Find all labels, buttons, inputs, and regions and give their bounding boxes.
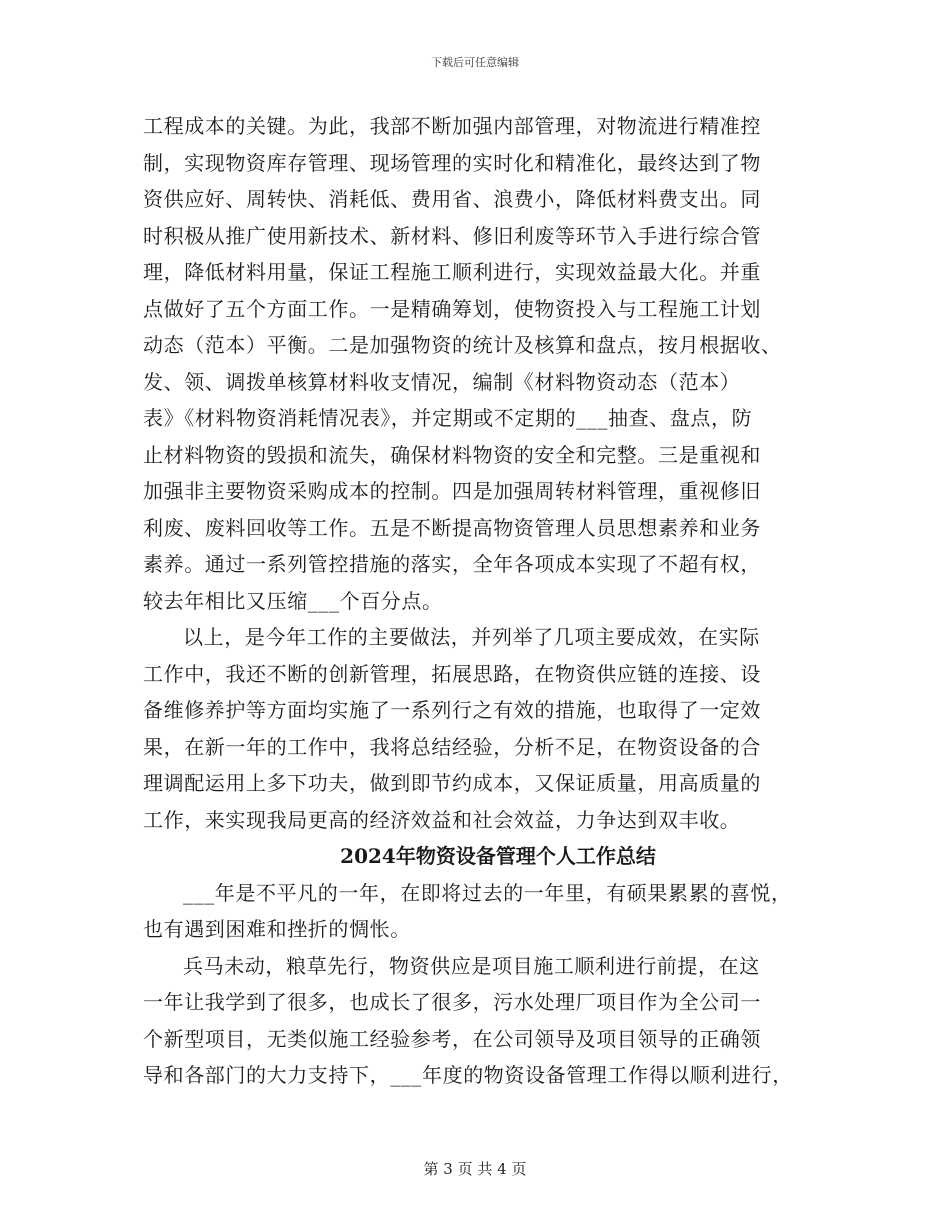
text-line: 理调配运用上多下功夫，做到即节约成本，又保证质量，用高质量的 [143, 771, 761, 795]
text-line: ___年是不平凡的一年，在即将过去的一年里，有硕果累累的喜悦， [183, 880, 792, 905]
document-body [143, 108, 823, 1094]
text-line: 工程成本的关键。为此，我部不断加强内部管理，对物流进行精准控 [143, 114, 761, 138]
page-header-note: 下载后可任意编辑 [431, 56, 519, 69]
text-line: 动态（范本）平衡。二是加强物资的统计及核算和盘点，按月根据收、 [143, 333, 782, 357]
text-line: 工作中，我还不断的创新管理，拓展思路，在物资供应链的连接、设 [143, 661, 761, 686]
text-line: 果，在新一年的工作中，我将总结经验，分析不足，在物资设备的合 [143, 734, 761, 759]
text-line: 资供应好、周转快、消耗低、费用省、浪费小，降低材料费支出。同 [143, 187, 761, 211]
text-line: 工作，来实现我局更高的经济效益和社会效益，力争达到双丰收。 [143, 807, 741, 832]
text-line: 较去年相比又压缩___个百分点。 [143, 588, 443, 613]
paragraph-4 [143, 948, 823, 1094]
text-line: 表》《材料物资消耗情况表》，并定期或不定期的___抽查、盘点，防 [143, 406, 753, 430]
text-line: 点做好了五个方面工作。一是精确筹划，使物资投入与工程施工计划 [143, 296, 761, 321]
page-number: 第 3 页 共 4 页 [423, 1160, 527, 1178]
text-line: 也有遇到困难和挫折的惆怅。 [143, 917, 411, 941]
text-line: 以上，是今年工作的主要做法，并列举了几项主要成效，在实际 [183, 625, 760, 649]
paragraph-2 [143, 619, 823, 838]
text-line: 素养。通过一系列管控措施的落实，全年各项成本实现了不超有权， [143, 552, 761, 576]
text-line: 制，实现物资库存管理、现场管理的实时化和精准化，最终达到了物 [143, 150, 761, 175]
text-line: 一年让我学到了很多，也成长了很多，污水处理厂项目作为全公司一 [143, 990, 761, 1014]
text-line: 止材料物资的毁损和流失，确保材料物资的安全和完整。三是重视和 [143, 442, 761, 467]
text-line: 时积极从推广使用新技术、新材料、修旧利废等环节入手进行综合管 [143, 223, 761, 248]
text-line: 理，降低材料用量，保证工程施工顺利进行，实现效益最大化。并重 [143, 260, 761, 284]
text-line: 个新型项目，无类似施工经验参考，在公司领导及项目领导的正确领 [143, 1026, 761, 1051]
text-line: 利废、废料回收等工作。五是不断提高物资管理人员思想素养和业务 [143, 515, 761, 540]
text-line: 发、领、调拨单核算材料收支情况，编制《材料物资动态（范本） [143, 369, 741, 394]
text-line: 备维修养护等方面均实施了一系列行之有效的措施，也取得了一定效 [143, 698, 761, 722]
paragraph-1 [143, 108, 823, 619]
text-line: 加强非主要物资采购成本的控制。四是加强周转材料管理，重视修旧 [143, 479, 761, 503]
text-line: 兵马未动，粮草先行，物资供应是项目施工顺利进行前提，在这 [183, 953, 760, 978]
paragraph-3 [143, 875, 823, 948]
text-line: 导和各部门的大力支持下，___年度的物资设备管理工作得以顺利进行， [143, 1063, 793, 1087]
section-title: 2024年物资设备管理个人工作总结 [340, 844, 656, 868]
